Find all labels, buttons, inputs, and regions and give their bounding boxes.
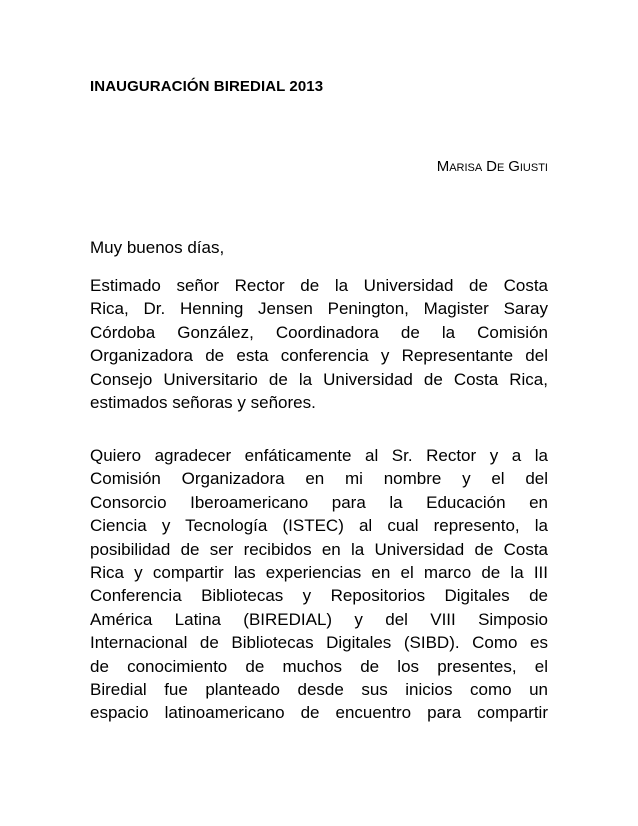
paragraph-line: Comisión Organizadora en mi nombre y el del [90, 469, 548, 489]
author-name-part: ARISA [449, 162, 483, 174]
paragraph-line: Estimado señor Rector de la Universidad de Costa [90, 276, 548, 295]
paragraph-line: Rica y compartir las experiencias en el marco de la III [90, 562, 548, 582]
paragraph-line: América Latina (BIREDIAL) y del VIII Simposio [90, 609, 548, 629]
author-initial: G [508, 158, 520, 175]
paragraph-2 [90, 444, 548, 725]
paragraph-line: estimados señoras y señores. [90, 392, 316, 412]
document-page [90, 0, 548, 826]
paragraph-line: Quiero agradecer enfáticamente al Sr. Rector y a la [90, 446, 548, 465]
author-name-part: IUSTI [519, 162, 548, 174]
paragraph-line: espacio latinoamericano de encuentro para compartir [90, 703, 548, 723]
paragraph-line: Consorcio Iberoamericano para la Educación en [90, 492, 548, 512]
paragraph-line: Organizadora de esta conferencia y Representante del [90, 346, 548, 366]
document-title: INAUGURACIÓN BIREDIAL 2013 [90, 78, 324, 95]
paragraph-line: de conocimiento de muchos de los presentes, el [90, 656, 548, 676]
greeting: Muy buenos días, [90, 238, 225, 257]
paragraph-line: Internacional de Bibliotecas Digitales (SIBD). Como es [90, 633, 548, 653]
paragraph-line: Conferencia Bibliotecas y Repositorios Digitales de [90, 586, 548, 606]
author-initial: D [486, 158, 497, 175]
paragraph-line: Consejo Universitario de la Universidad de Costa Rica, [90, 369, 548, 389]
paragraph-line: posibilidad de ser recibidos en la Universidad de Costa [90, 539, 548, 559]
author-initial: M [436, 158, 450, 175]
author-name-part: E [496, 162, 505, 174]
author-name [437, 158, 548, 175]
paragraph-1 [90, 274, 548, 414]
paragraph-line: Ciencia y Tecnología (ISTEC) al cual represento, la [90, 516, 548, 536]
paragraph-line: Biredial fue planteado desde sus inicios como un [90, 679, 548, 699]
paragraph-line: Córdoba González, Coordinadora de la Comisión [90, 322, 548, 342]
paragraph-line: Rica, Dr. Henning Jensen Penington, Magister Saray [90, 299, 548, 319]
